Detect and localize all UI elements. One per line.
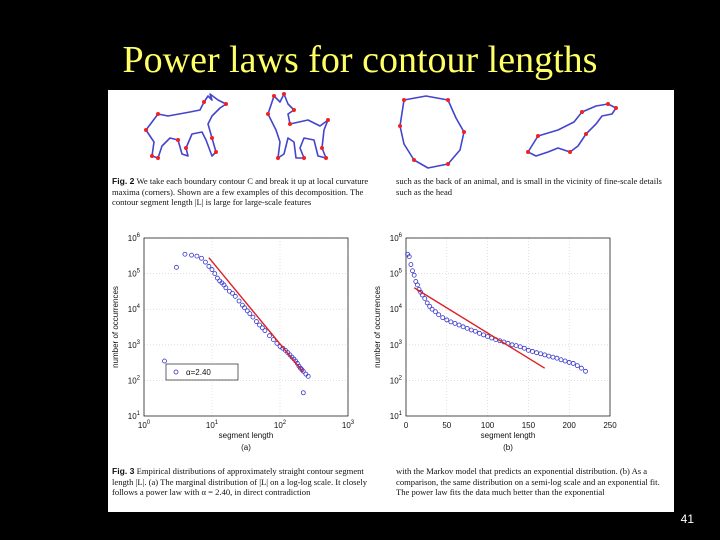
- data-point: [254, 320, 258, 324]
- data-point: [457, 323, 461, 327]
- data-point: [551, 355, 555, 359]
- data-point: [248, 312, 252, 316]
- slide-title: Power laws for contour lengths: [122, 39, 598, 81]
- contour-examples: [108, 90, 674, 170]
- data-point: [563, 359, 567, 363]
- data-point: [411, 269, 415, 273]
- panel-label: (a): [241, 443, 251, 452]
- data-point: [473, 329, 477, 333]
- y-tick-label: $10^2$: [389, 375, 402, 386]
- slide-number: 41: [680, 512, 694, 526]
- data-point: [433, 310, 437, 314]
- blob-contour: [400, 96, 464, 168]
- figure3-caption-left-text: Empirical distributions of approximately straight contour segment length |L|. (a) The marginal distribution of |L| on a log-log scale. It closely follows a power law with α = 2.40, in direct contradiction: [112, 466, 368, 498]
- data-point: [441, 316, 445, 320]
- data-point: [584, 369, 588, 373]
- data-point: [579, 366, 583, 370]
- y-axis-label: number of occurrences: [111, 286, 120, 368]
- plot-frame: [406, 238, 610, 416]
- data-point: [510, 343, 514, 347]
- data-point: [535, 351, 539, 355]
- data-point: [437, 313, 441, 317]
- data-point: [547, 354, 551, 358]
- data-point: [465, 326, 469, 330]
- data-point: [469, 328, 473, 332]
- figure2-label: Fig. 2: [112, 176, 135, 186]
- deer-standing-contour: [268, 94, 328, 158]
- data-point: [183, 252, 187, 256]
- data-point: [423, 296, 427, 300]
- y-tick-label: $10^6$: [127, 233, 140, 243]
- x-tick-label: 50: [442, 421, 452, 430]
- fit-line: [414, 288, 545, 368]
- legend-label: α=2.40: [186, 368, 211, 377]
- data-point: [207, 264, 211, 268]
- x-tick-label: 0: [403, 421, 409, 430]
- panel-label: (b): [503, 443, 513, 452]
- data-point: [162, 359, 166, 363]
- y-tick-label: $10^6$: [389, 233, 402, 243]
- data-point: [518, 345, 522, 349]
- plot-frame: [144, 238, 348, 416]
- y-tick-label: $10^4$: [389, 304, 402, 315]
- data-point: [195, 254, 199, 258]
- data-point: [526, 348, 530, 352]
- y-axis-label: number of occurrences: [373, 286, 382, 368]
- x-tick-label: 150: [521, 421, 536, 430]
- x-tick-label: $10^2$: [273, 420, 287, 430]
- data-point: [575, 364, 579, 368]
- data-point: [514, 344, 518, 348]
- chart-b: [370, 230, 630, 462]
- data-point: [461, 325, 465, 329]
- x-axis-label: segment length: [218, 431, 274, 440]
- data-point: [263, 329, 267, 333]
- figure3-caption-left: [112, 466, 386, 498]
- data-point: [522, 346, 526, 350]
- data-point: [174, 265, 178, 269]
- y-tick-label: $10^4$: [127, 304, 140, 315]
- x-axis-label: segment length: [480, 431, 536, 440]
- figure3-label: Fig. 3: [112, 466, 135, 476]
- data-point: [559, 358, 563, 362]
- data-point: [412, 273, 416, 277]
- data-point: [190, 253, 194, 257]
- data-point: [449, 320, 453, 324]
- data-point: [306, 374, 310, 378]
- data-point: [543, 353, 547, 357]
- x-tick-label: $10^3$: [341, 420, 355, 430]
- y-tick-label: $10^3$: [127, 339, 140, 350]
- data-point: [453, 321, 457, 325]
- data-point: [304, 372, 308, 376]
- data-point: [530, 349, 534, 353]
- corner-markers: [144, 92, 618, 166]
- figure2-caption-right: [396, 176, 668, 197]
- data-point: [409, 263, 413, 267]
- data-point: [251, 315, 255, 319]
- x-tick-label: 200: [562, 421, 576, 430]
- y-tick-label: $10^2$: [127, 375, 140, 386]
- y-tick-label: $10^3$: [389, 339, 402, 350]
- data-point: [482, 333, 486, 337]
- data-point: [539, 352, 543, 356]
- y-tick-label: $10^5$: [389, 268, 402, 279]
- data-point: [203, 260, 207, 264]
- y-tick-label: $10^1$: [127, 411, 140, 421]
- figure2-caption-left: [112, 176, 386, 208]
- chart-a: [108, 230, 368, 462]
- x-tick-label: $10^1$: [205, 420, 219, 430]
- figure2-caption-right-text: such as the back of an animal, and is small in the vicinity of fine-scale details such as the head: [396, 176, 662, 197]
- y-tick-label: $10^5$: [127, 268, 140, 279]
- x-tick-label: 250: [603, 421, 617, 430]
- figure-panel: [108, 90, 674, 512]
- figure3-caption-right: [396, 466, 668, 498]
- figure3-caption-right-text: with the Markov model that predicts an exponential distribution. (b) As a comparison, the same distribution on a semi-log scale and an exponential fit. The power law fits the data much better than the exponential: [396, 466, 660, 498]
- y-tick-label: $10^1$: [389, 411, 402, 421]
- data-point: [267, 334, 271, 338]
- data-point: [555, 356, 559, 360]
- x-tick-label: 100: [480, 421, 495, 430]
- figure2-caption-left-text: We take each boundary contour C and break it up at local curvature maxima (corners). Shown are a few examples of this decomposition. The contour segment length |L| is large for large-scale features: [112, 176, 369, 208]
- cat-contour: [528, 104, 616, 156]
- fit-line: [209, 258, 303, 373]
- data-point: [199, 256, 203, 260]
- data-point: [415, 283, 419, 287]
- data-point: [571, 361, 575, 365]
- data-point: [301, 391, 305, 395]
- data-point: [477, 331, 481, 335]
- data-point: [233, 294, 237, 298]
- x-tick-label: $10^0$: [137, 420, 151, 430]
- data-point: [237, 299, 241, 303]
